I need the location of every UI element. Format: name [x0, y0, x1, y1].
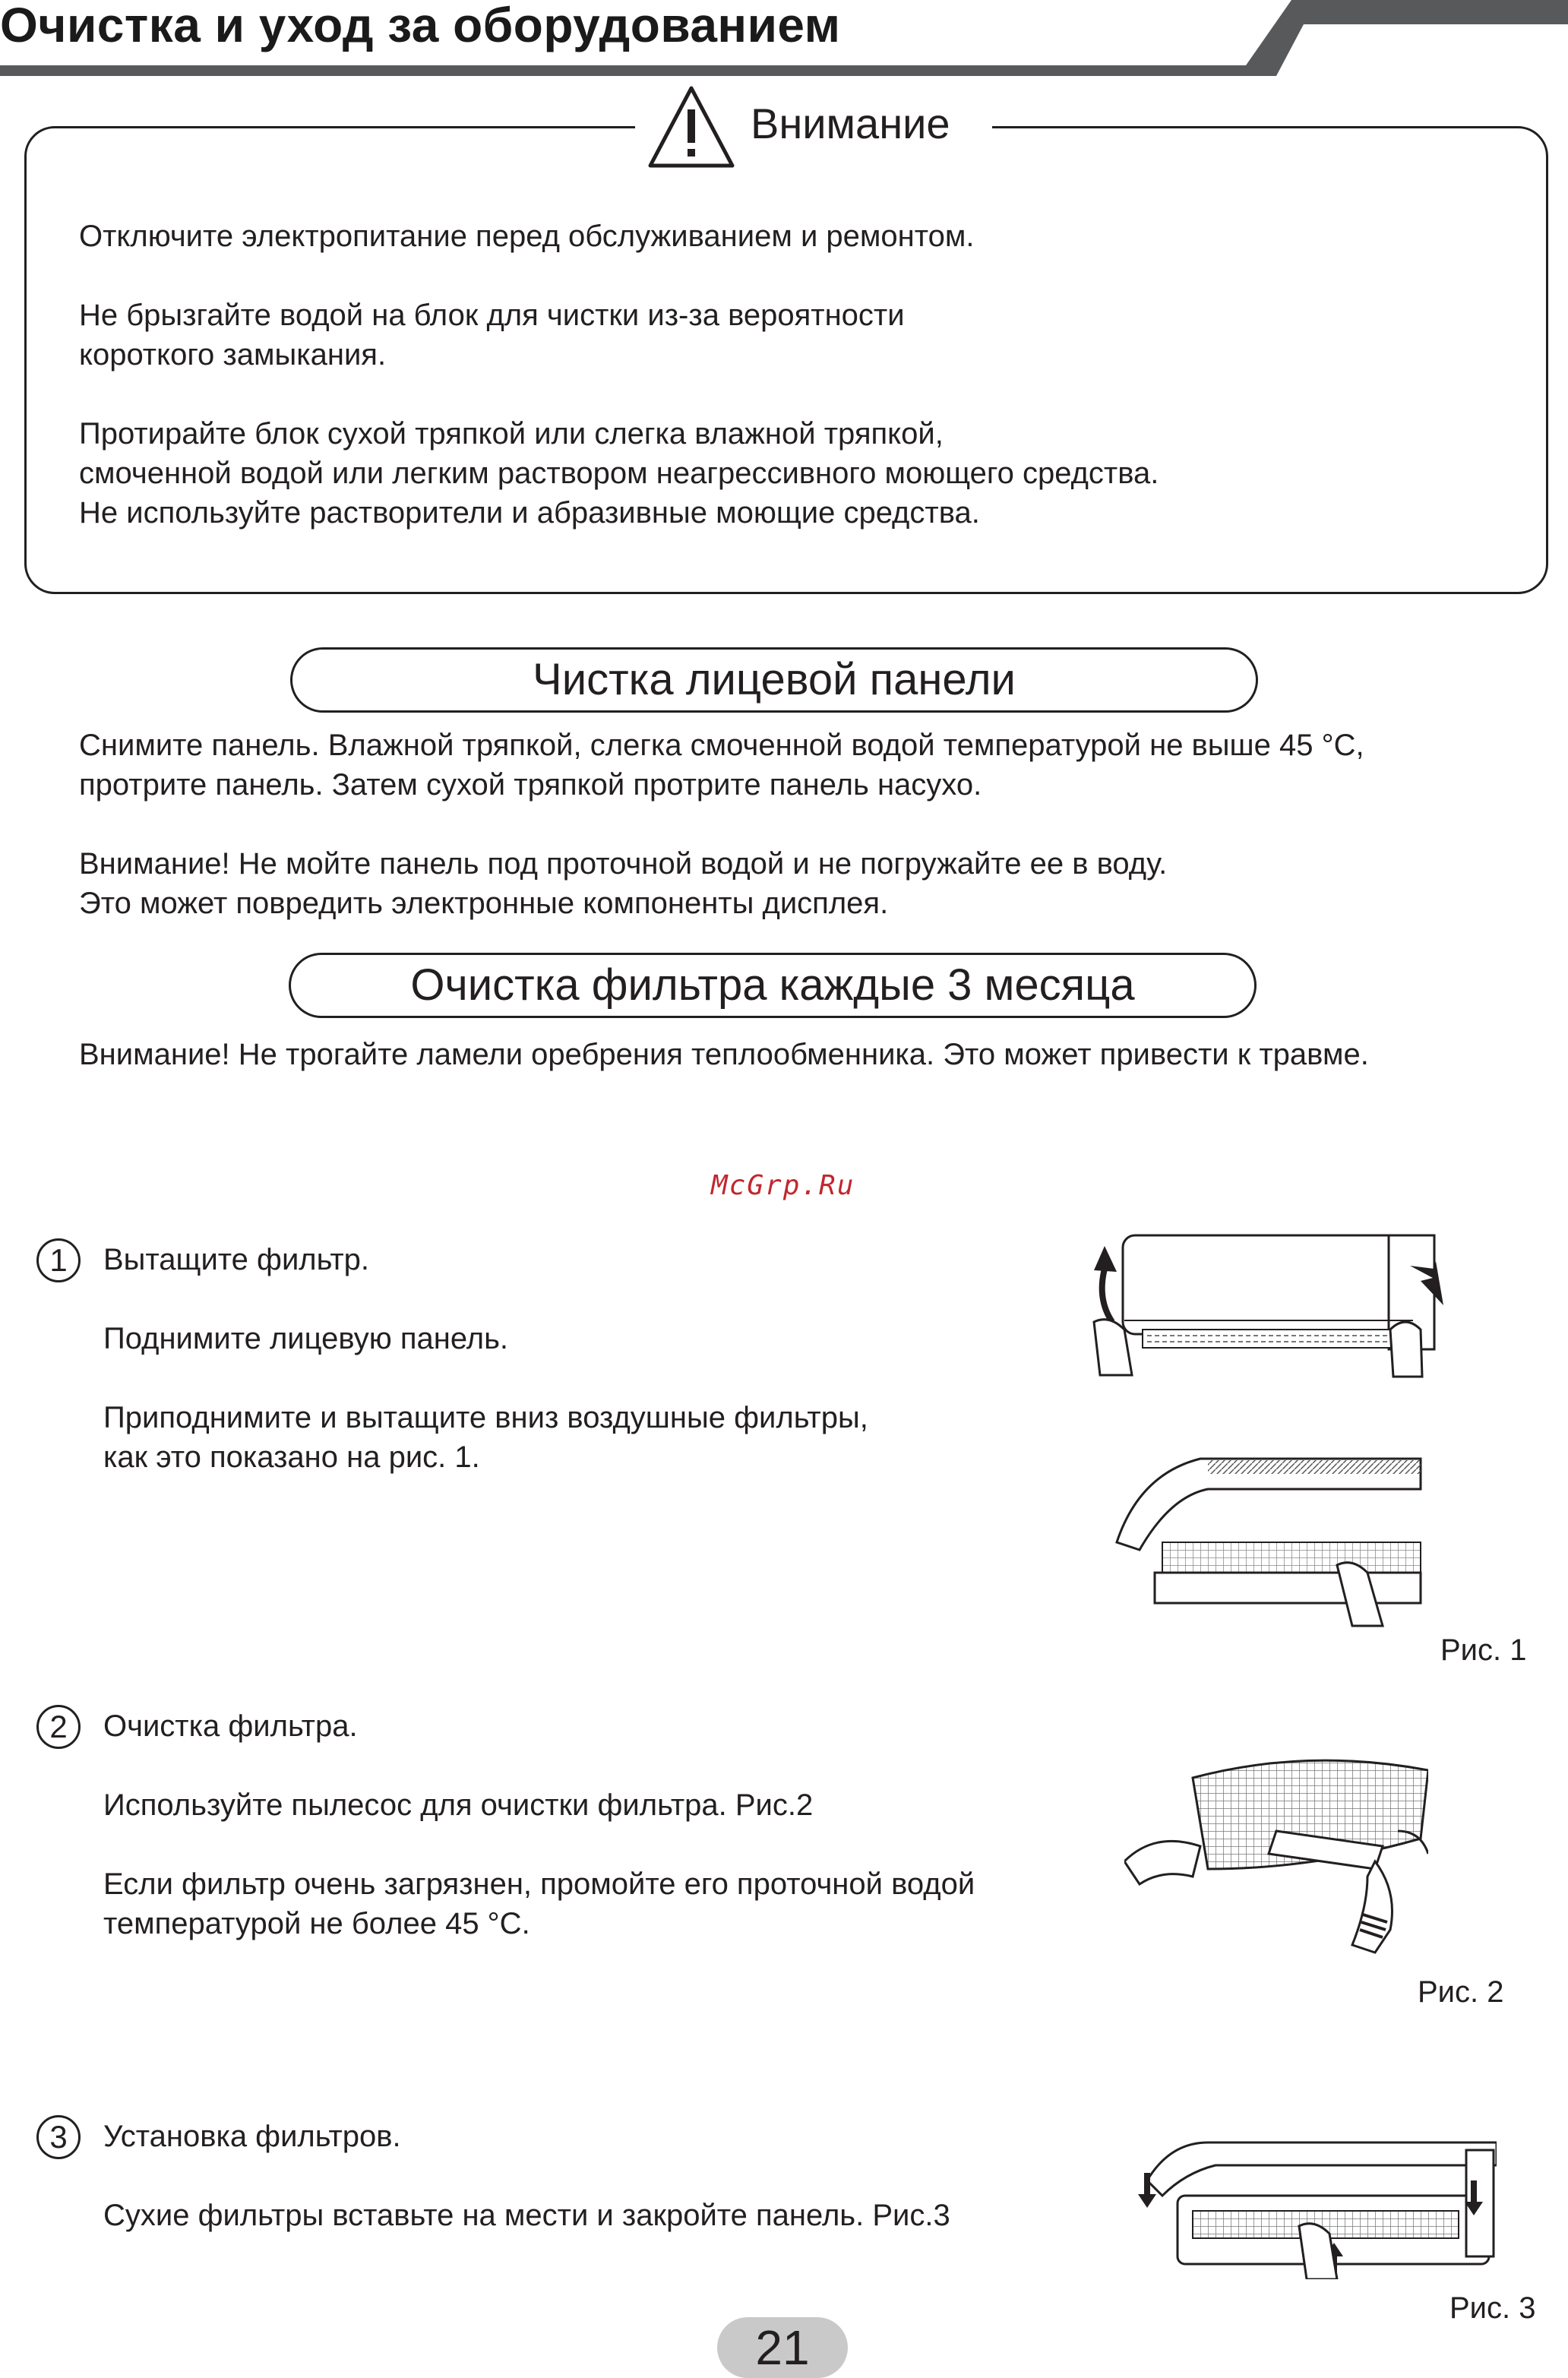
page-title: Очистка и уход за оборудованием	[0, 0, 841, 52]
figure-1-filter-pull-illustration	[1094, 1451, 1428, 1633]
warning-text-1: Отключите электропитание перед обслуживанием и ремонтом.	[79, 220, 975, 253]
step-2-text-1: Используйте пылесос для очистки фильтра. Рис.2	[103, 1788, 814, 1822]
watermark: McGrp.Ru	[711, 1170, 855, 1201]
warning-text-2b: короткого замыкания.	[79, 338, 387, 372]
figure-1-label: Рис. 1	[1440, 1633, 1527, 1667]
warning-triangle-icon	[646, 84, 737, 170]
figure-2-vacuum-filter-illustration	[1124, 1755, 1428, 1960]
step-1-text-3: как это показано на рис. 1.	[103, 1440, 480, 1474]
filter-heading: Очистка фильтра каждые 3 месяца	[289, 953, 1257, 1018]
step-2-text-3: температурой не более 45 °C.	[103, 1907, 530, 1940]
filter-warning-text: Внимание! Не трогайте ламели оребрения теплообменника. Это может привести к травме.	[79, 1038, 1369, 1071]
figure-3-label: Рис. 3	[1449, 2291, 1536, 2325]
warning-text-3c: Не используйте растворители и абразивные моющие средства.	[79, 496, 980, 530]
front-panel-text-4: Это может повредить электронные компоненты дисплея.	[79, 887, 889, 920]
step-1-text-2: Приподнимите и вытащите вниз воздушные фильтры,	[103, 1401, 868, 1434]
step-1-number: 1	[36, 1238, 81, 1282]
warning-text-2a: Не брызгайте водой на блок для чистки из-за вероятности	[79, 299, 905, 332]
step-2-title: Очистка фильтра.	[103, 1709, 358, 1743]
warning-text-3a: Протирайте блок сухой тряпкой или слегка влажной тряпкой,	[79, 417, 944, 451]
figure-2-label: Рис. 2	[1418, 1975, 1504, 2009]
step-3-title: Установка фильтров.	[103, 2120, 401, 2153]
warning-text-3b: смоченной водой или легким раствором неагрессивного моющего средства.	[79, 457, 1159, 490]
step-3-number: 3	[36, 2115, 81, 2159]
front-panel-text-1: Снимите панель. Влажной тряпкой, слегка смоченной водой температурой не выше 45 °C,	[79, 729, 1364, 762]
front-panel-text-2: протрите панель. Затем сухой тряпкой протрите панель насухо.	[79, 768, 982, 802]
page-number: 21	[717, 2317, 848, 2378]
step-1-text-1: Поднимите лицевую панель.	[103, 1322, 509, 1355]
step-3-text-1: Сухие фильтры вставьте на мести и закройте панель. Рис.3	[103, 2199, 950, 2232]
step-2-number: 2	[36, 1705, 81, 1749]
front-panel-text-3: Внимание! Не мойте панель под проточной водой и не погружайте ее в воду.	[79, 847, 1168, 881]
figure-3-install-filter-illustration	[1132, 2135, 1497, 2279]
warning-title: Внимание	[751, 100, 950, 147]
step-1-title: Вытащите фильтр.	[103, 1243, 370, 1276]
step-2-text-2: Если фильтр очень загрязнен, промойте его проточной водой	[103, 1867, 975, 1901]
front-panel-heading: Чистка лицевой панели	[290, 647, 1258, 713]
figure-1-lift-panel-illustration	[1079, 1216, 1443, 1383]
